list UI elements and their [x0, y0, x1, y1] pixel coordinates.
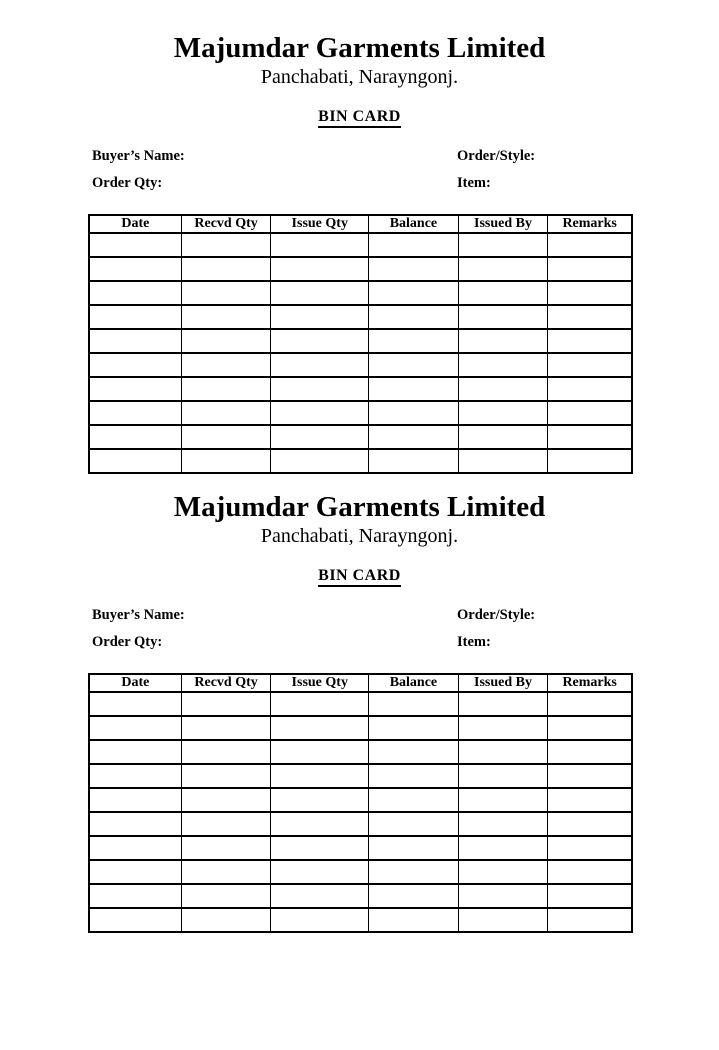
table-cell	[548, 860, 632, 884]
table-cell	[369, 329, 459, 353]
table-cell	[369, 740, 459, 764]
table-cell	[548, 740, 632, 764]
table-cell	[89, 449, 181, 473]
bin-card-section-1	[0, 33, 719, 474]
table-cell	[271, 788, 369, 812]
table-row	[89, 329, 632, 353]
table-cell	[458, 908, 548, 932]
company-address: Panchabati, Narayngonj.	[260, 66, 459, 88]
table-cell	[271, 281, 369, 305]
item-label: Item:	[457, 175, 491, 191]
table-cell	[181, 740, 271, 764]
col-header-issued-by: Issued By	[458, 674, 548, 692]
col-header-issue-qty: Issue Qty	[271, 674, 369, 692]
table-cell	[458, 233, 548, 257]
table-cell	[181, 353, 271, 377]
table-cell	[181, 305, 271, 329]
table-cell	[369, 233, 459, 257]
table-cell	[89, 908, 181, 932]
table-cell	[271, 377, 369, 401]
table-cell	[181, 425, 271, 449]
bin-card-section-2	[0, 492, 719, 933]
table-cell	[89, 425, 181, 449]
table-cell	[369, 425, 459, 449]
table-cell	[271, 884, 369, 908]
table-cell	[548, 884, 632, 908]
table-cell	[548, 233, 632, 257]
table-cell	[548, 281, 632, 305]
table-cell	[89, 281, 181, 305]
table-cell	[458, 305, 548, 329]
table-cell	[271, 812, 369, 836]
table-cell	[89, 812, 181, 836]
document-page	[0, 33, 719, 1050]
table-cell	[548, 449, 632, 473]
field-row-2	[0, 634, 719, 650]
table-cell	[271, 836, 369, 860]
table-row	[89, 425, 632, 449]
item-label: Item:	[457, 634, 491, 650]
table-cell	[89, 377, 181, 401]
col-header-remarks: Remarks	[548, 215, 632, 233]
field-row-2	[0, 175, 719, 191]
table-cell	[271, 449, 369, 473]
table-cell	[458, 353, 548, 377]
table-cell	[369, 812, 459, 836]
table-cell	[458, 401, 548, 425]
table-cell	[181, 908, 271, 932]
table-cell	[369, 449, 459, 473]
table-cell	[181, 812, 271, 836]
bin-card-table	[88, 214, 633, 474]
table-cell	[181, 233, 271, 257]
table-cell	[458, 281, 548, 305]
table-cell	[181, 716, 271, 740]
table-cell	[369, 401, 459, 425]
table-cell	[181, 692, 271, 716]
table-cell	[181, 884, 271, 908]
doc-title-wrap	[0, 108, 719, 128]
table-row	[89, 740, 632, 764]
table-cell	[548, 812, 632, 836]
table-row	[89, 812, 632, 836]
col-header-recvd-qty: Recvd Qty	[181, 674, 271, 692]
table-cell	[458, 425, 548, 449]
col-header-remarks: Remarks	[548, 674, 632, 692]
col-header-issued-by: Issued By	[458, 215, 548, 233]
table-cell	[89, 329, 181, 353]
table-row	[89, 377, 632, 401]
table-cell	[271, 257, 369, 281]
document-title: BIN CARD	[318, 108, 401, 128]
table-cell	[271, 305, 369, 329]
table-cell	[458, 836, 548, 860]
table-cell	[548, 353, 632, 377]
table-cell	[458, 860, 548, 884]
table-cell	[271, 233, 369, 257]
company-address: Panchabati, Narayngonj.	[260, 525, 459, 547]
field-row-1	[0, 607, 719, 623]
order-qty-label: Order Qty:	[92, 175, 163, 191]
table-cell	[369, 353, 459, 377]
table-cell	[548, 908, 632, 932]
field-row-1	[0, 148, 719, 164]
table-cell	[458, 884, 548, 908]
table-cell	[181, 764, 271, 788]
table-cell	[181, 788, 271, 812]
col-header-balance: Balance	[369, 215, 459, 233]
table-cell	[458, 788, 548, 812]
table-cell	[271, 740, 369, 764]
bin-card-table	[88, 673, 633, 933]
table-cell	[369, 836, 459, 860]
table-cell	[89, 233, 181, 257]
table-cell	[458, 716, 548, 740]
document-title: BIN CARD	[318, 567, 401, 587]
table-cell	[369, 716, 459, 740]
table-cell	[548, 305, 632, 329]
table-cell	[369, 908, 459, 932]
table-cell	[89, 884, 181, 908]
order-style-label: Order/Style:	[457, 148, 536, 164]
table-row	[89, 233, 632, 257]
table-row	[89, 764, 632, 788]
table-cell	[89, 401, 181, 425]
table-row	[89, 884, 632, 908]
company-name: Majumdar Garments Limited	[173, 32, 546, 64]
table-cell	[548, 401, 632, 425]
table-cell	[369, 257, 459, 281]
table-cell	[458, 692, 548, 716]
table-cell	[548, 425, 632, 449]
col-header-balance: Balance	[369, 674, 459, 692]
buyers-name-label: Buyer’s Name:	[92, 148, 185, 164]
table-row	[89, 353, 632, 377]
table-cell	[548, 836, 632, 860]
table-cell	[181, 860, 271, 884]
table-cell	[89, 257, 181, 281]
table-cell	[271, 860, 369, 884]
table-cell	[458, 812, 548, 836]
table-cell	[548, 716, 632, 740]
table-cell	[458, 329, 548, 353]
col-header-recvd-qty: Recvd Qty	[181, 215, 271, 233]
table-row	[89, 788, 632, 812]
table-cell	[548, 329, 632, 353]
col-header-issue-qty: Issue Qty	[271, 215, 369, 233]
table-cell	[89, 764, 181, 788]
table-cell	[548, 764, 632, 788]
table-cell	[271, 716, 369, 740]
table-cell	[89, 353, 181, 377]
table-cell	[89, 740, 181, 764]
col-header-date: Date	[89, 215, 181, 233]
table-cell	[548, 257, 632, 281]
table-row	[89, 860, 632, 884]
table-cell	[369, 788, 459, 812]
table-row	[89, 257, 632, 281]
table-cell	[89, 692, 181, 716]
table-cell	[369, 281, 459, 305]
table-cell	[458, 257, 548, 281]
table-row	[89, 305, 632, 329]
table-cell	[181, 401, 271, 425]
doc-title-wrap	[0, 567, 719, 587]
buyers-name-label: Buyer’s Name:	[92, 607, 185, 623]
table-header-row	[89, 215, 632, 233]
table-cell	[369, 884, 459, 908]
order-style-label: Order/Style:	[457, 607, 536, 623]
table-cell	[458, 377, 548, 401]
table-cell	[271, 425, 369, 449]
table-cell	[271, 401, 369, 425]
table-cell	[548, 692, 632, 716]
table-cell	[89, 305, 181, 329]
table-row	[89, 281, 632, 305]
table-cell	[548, 788, 632, 812]
table-cell	[89, 860, 181, 884]
table-cell	[271, 329, 369, 353]
table-header-row	[89, 674, 632, 692]
table-row	[89, 716, 632, 740]
table-cell	[271, 764, 369, 788]
table-cell	[181, 377, 271, 401]
table-cell	[181, 329, 271, 353]
table-row	[89, 401, 632, 425]
table-cell	[181, 257, 271, 281]
table-row	[89, 692, 632, 716]
table-cell	[369, 860, 459, 884]
table-cell	[458, 449, 548, 473]
table-cell	[271, 692, 369, 716]
table-cell	[181, 449, 271, 473]
table-cell	[89, 788, 181, 812]
table-cell	[271, 353, 369, 377]
order-qty-label: Order Qty:	[92, 634, 163, 650]
table-cell	[89, 836, 181, 860]
table-row	[89, 908, 632, 932]
table-cell	[369, 764, 459, 788]
table-cell	[548, 377, 632, 401]
table-cell	[458, 740, 548, 764]
table-row	[89, 836, 632, 860]
table-cell	[458, 764, 548, 788]
table-cell	[181, 281, 271, 305]
company-name: Majumdar Garments Limited	[173, 491, 546, 523]
table-cell	[369, 305, 459, 329]
table-cell	[89, 716, 181, 740]
table-cell	[369, 377, 459, 401]
table-row	[89, 449, 632, 473]
col-header-date: Date	[89, 674, 181, 692]
table-cell	[271, 908, 369, 932]
table-cell	[369, 692, 459, 716]
table-cell	[181, 836, 271, 860]
